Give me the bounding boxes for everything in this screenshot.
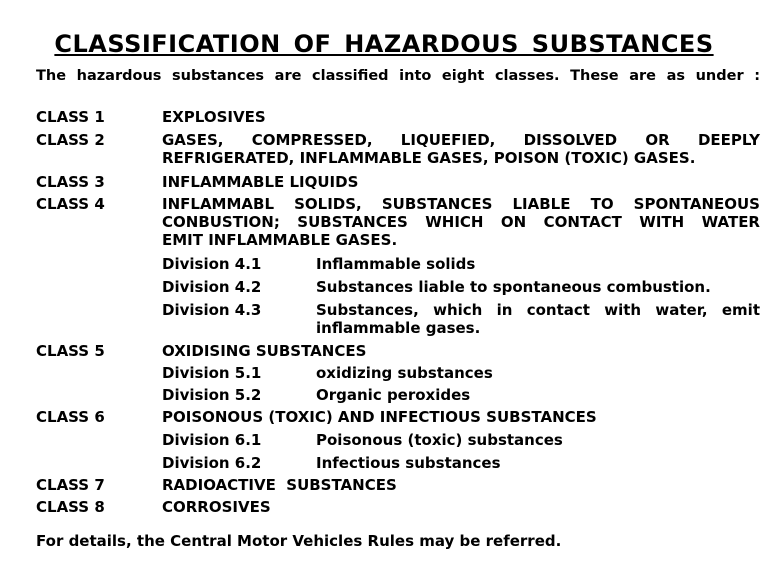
class-name-line: CONBUSTION; SUBSTANCES WHICH ON CONTACT WITH WATER [162, 213, 760, 231]
class-label: CLASS 1 [36, 108, 105, 126]
class-label: CLASS 3 [36, 173, 105, 191]
division-name-line: Substances, which in contact with water, emit [316, 301, 760, 319]
class-name [162, 131, 760, 167]
division-name: Poisonous (toxic) substances [316, 431, 563, 449]
division-label: Division 5.2 [162, 386, 262, 404]
class-name-line: OXIDISING SUBSTANCES [162, 342, 367, 360]
class-label: CLASS 7 [36, 476, 105, 494]
footer-note: For details, the Central Motor Vehicles Rules may be referred. [36, 532, 562, 550]
division-label: Division 6.1 [162, 431, 262, 449]
class-label: CLASS 6 [36, 408, 105, 426]
division-name: Inflammable solids [316, 255, 476, 273]
division-label: Division 5.1 [162, 364, 262, 382]
division-label: Division 4.1 [162, 255, 262, 273]
page-title: CLASSIFICATION OF HAZARDOUS SUBSTANCES [54, 30, 714, 58]
class-name [162, 173, 760, 191]
class-label: CLASS 8 [36, 498, 105, 516]
class-name-line: GASES, COMPRESSED, LIQUEFIED, DISSOLVED OR DEEPLY [162, 131, 760, 149]
class-name-line: REFRIGERATED, INFLAMMABLE GASES, POISON (TOXIC) GASES. [162, 149, 696, 167]
class-label: CLASS 2 [36, 131, 105, 149]
class-name [162, 498, 760, 516]
class-name [162, 108, 760, 126]
division-label: Division 6.2 [162, 454, 262, 472]
class-name [162, 408, 760, 426]
class-name-line: EMIT INFLAMMABLE GASES. [162, 231, 398, 249]
division-name: Organic peroxides [316, 386, 471, 404]
class-name-line: INFLAMMABL SOLIDS, SUBSTANCES LIABLE TO SPONTANEOUS [162, 195, 760, 213]
class-label: CLASS 5 [36, 342, 105, 360]
class-name-line: INFLAMMABLE LIQUIDS [162, 173, 359, 191]
intro-text: The hazardous substances are classified into eight classes. These are as under : [36, 68, 760, 84]
class-name [162, 342, 760, 360]
division-name: Infectious substances [316, 454, 501, 472]
division-name: oxidizing substances [316, 364, 493, 382]
division-name-line: inflammable gases. [316, 319, 481, 337]
division-label: Division 4.2 [162, 278, 262, 296]
class-name-line: CORROSIVES [162, 498, 271, 516]
division-name: Substances liable to spontaneous combustion. [316, 278, 711, 296]
class-label: CLASS 4 [36, 195, 105, 213]
class-name [162, 195, 760, 249]
class-name-line: POISONOUS (TOXIC) AND INFECTIOUS SUBSTANCES [162, 408, 597, 426]
division-name [316, 301, 760, 337]
class-name-line: EXPLOSIVES [162, 108, 266, 126]
class-name [162, 476, 760, 494]
class-name-line: RADIOACTIVE SUBSTANCES [162, 476, 397, 494]
division-label: Division 4.3 [162, 301, 262, 319]
